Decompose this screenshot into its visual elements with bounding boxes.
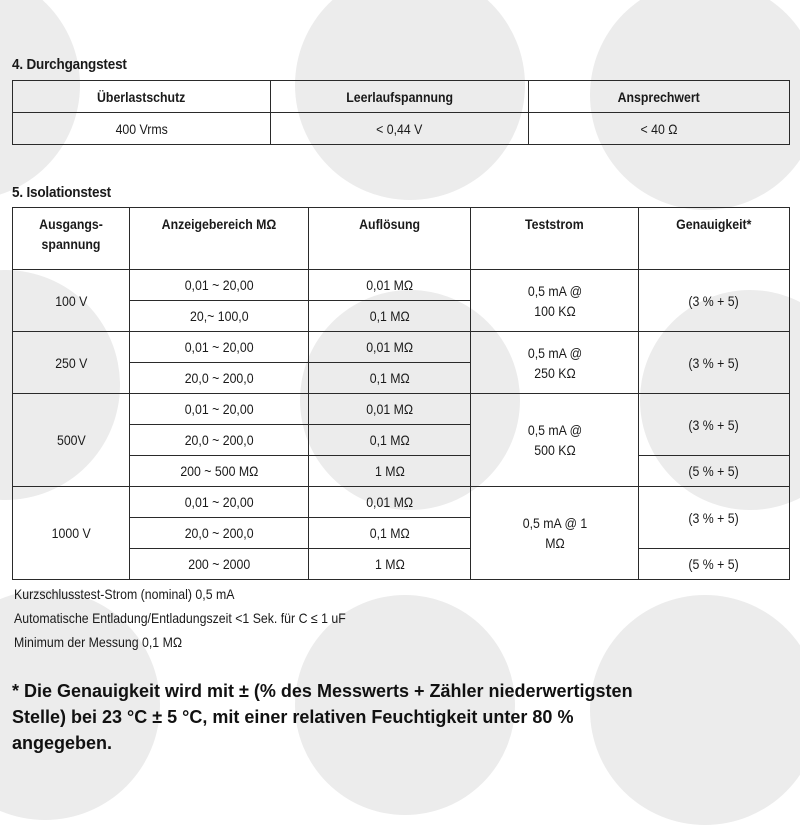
- cell-range: 0,01 ~ 20,00: [130, 270, 309, 301]
- cell-voltage: 250 V: [13, 332, 130, 394]
- section-5-title: 5. Isolationstest: [12, 184, 111, 201]
- table-row: [13, 394, 790, 425]
- header-resolution: Auflösung: [309, 208, 471, 270]
- table-row: [13, 113, 790, 145]
- header-overload-protection: Überlastschutz: [13, 81, 271, 113]
- cell-accuracy: (3 % + 5): [639, 270, 790, 332]
- cell-accuracy: (3 % + 5): [639, 332, 790, 394]
- table-row: [13, 487, 790, 518]
- header-display-range: Anzeigebereich MΩ: [130, 208, 309, 270]
- cell-resolution: 0,1 MΩ: [309, 425, 471, 456]
- cell-resolution: 1 MΩ: [309, 549, 471, 580]
- table-row: [13, 332, 790, 363]
- cell-resolution: 1 MΩ: [309, 456, 471, 487]
- header-test-current: Teststrom: [471, 208, 639, 270]
- table-header-row: [13, 81, 790, 113]
- cell-accuracy: (5 % + 5): [639, 549, 790, 580]
- cell-range: 200 ~ 500 MΩ: [130, 456, 309, 487]
- cell-range: 0,01 ~ 20,00: [130, 487, 309, 518]
- cell-test-current: 0,5 mA @ 500 KΩ: [471, 394, 639, 487]
- header-open-circuit-voltage: Leerlaufspannung: [271, 81, 529, 113]
- cell-voltage: 1000 V: [13, 487, 130, 580]
- notes-block: [14, 582, 391, 654]
- table-row: [13, 549, 790, 580]
- cell-accuracy: (3 % + 5): [639, 487, 790, 549]
- note-line: Automatische Entladung/Entladungszeit <1 Sek. für C ≤ 1 uF: [14, 610, 346, 626]
- cell-resolution: 0,01 MΩ: [309, 487, 471, 518]
- cell-test-current: 0,5 mA @ 1 MΩ: [471, 487, 639, 580]
- cell-overload-protection: 400 Vrms: [13, 113, 271, 145]
- cell-voltage: 100 V: [13, 270, 130, 332]
- cell-range: 200 ~ 2000: [130, 549, 309, 580]
- table-row: [13, 270, 790, 301]
- cell-range: 20,0 ~ 200,0: [130, 518, 309, 549]
- cell-voltage: 500V: [13, 394, 130, 487]
- cell-accuracy: (3 % + 5): [639, 394, 790, 456]
- cell-test-current: 0,5 mA @ 250 KΩ: [471, 332, 639, 394]
- cell-range: 20,0 ~ 200,0: [130, 425, 309, 456]
- note-line: Minimum der Messung 0,1 MΩ: [14, 634, 183, 650]
- cell-resolution: 0,01 MΩ: [309, 270, 471, 301]
- table-header-row: [13, 208, 790, 270]
- continuity-test-table: [12, 80, 790, 145]
- accuracy-footnote: * Die Genauigkeit wird mit ± (% des Messwerts + Zähler niederwertigsten Stelle) bei 23 °C ± 5 °C, mit einer relativen Feuchtigkeit unter 80 % angegeben.: [12, 681, 633, 753]
- cell-range: 0,01 ~ 20,00: [130, 394, 309, 425]
- cell-resolution: 0,01 MΩ: [309, 332, 471, 363]
- cell-range: 0,01 ~ 20,00: [130, 332, 309, 363]
- cell-open-circuit-voltage: < 0,44 V: [271, 113, 529, 145]
- cell-response-value: < 40 Ω: [529, 113, 790, 145]
- header-output-voltage: Ausgangs-spannung: [13, 208, 130, 270]
- header-accuracy: Genauigkeit*: [639, 208, 790, 270]
- cell-resolution: 0,1 MΩ: [309, 301, 471, 332]
- table-row: [13, 456, 790, 487]
- cell-accuracy: (5 % + 5): [639, 456, 790, 487]
- cell-resolution: 0,1 MΩ: [309, 363, 471, 394]
- header-response-value: Ansprechwert: [529, 81, 790, 113]
- section-4-title: 4. Durchgangstest: [12, 56, 127, 73]
- note-line: Kurzschlusstest-Strom (nominal) 0,5 mA: [14, 586, 235, 602]
- insulation-test-table: [12, 207, 790, 580]
- cell-range: 20,~ 100,0: [130, 301, 309, 332]
- cell-test-current: 0,5 mA @ 100 KΩ: [471, 270, 639, 332]
- cell-range: 20,0 ~ 200,0: [130, 363, 309, 394]
- cell-resolution: 0,01 MΩ: [309, 394, 471, 425]
- cell-resolution: 0,1 MΩ: [309, 518, 471, 549]
